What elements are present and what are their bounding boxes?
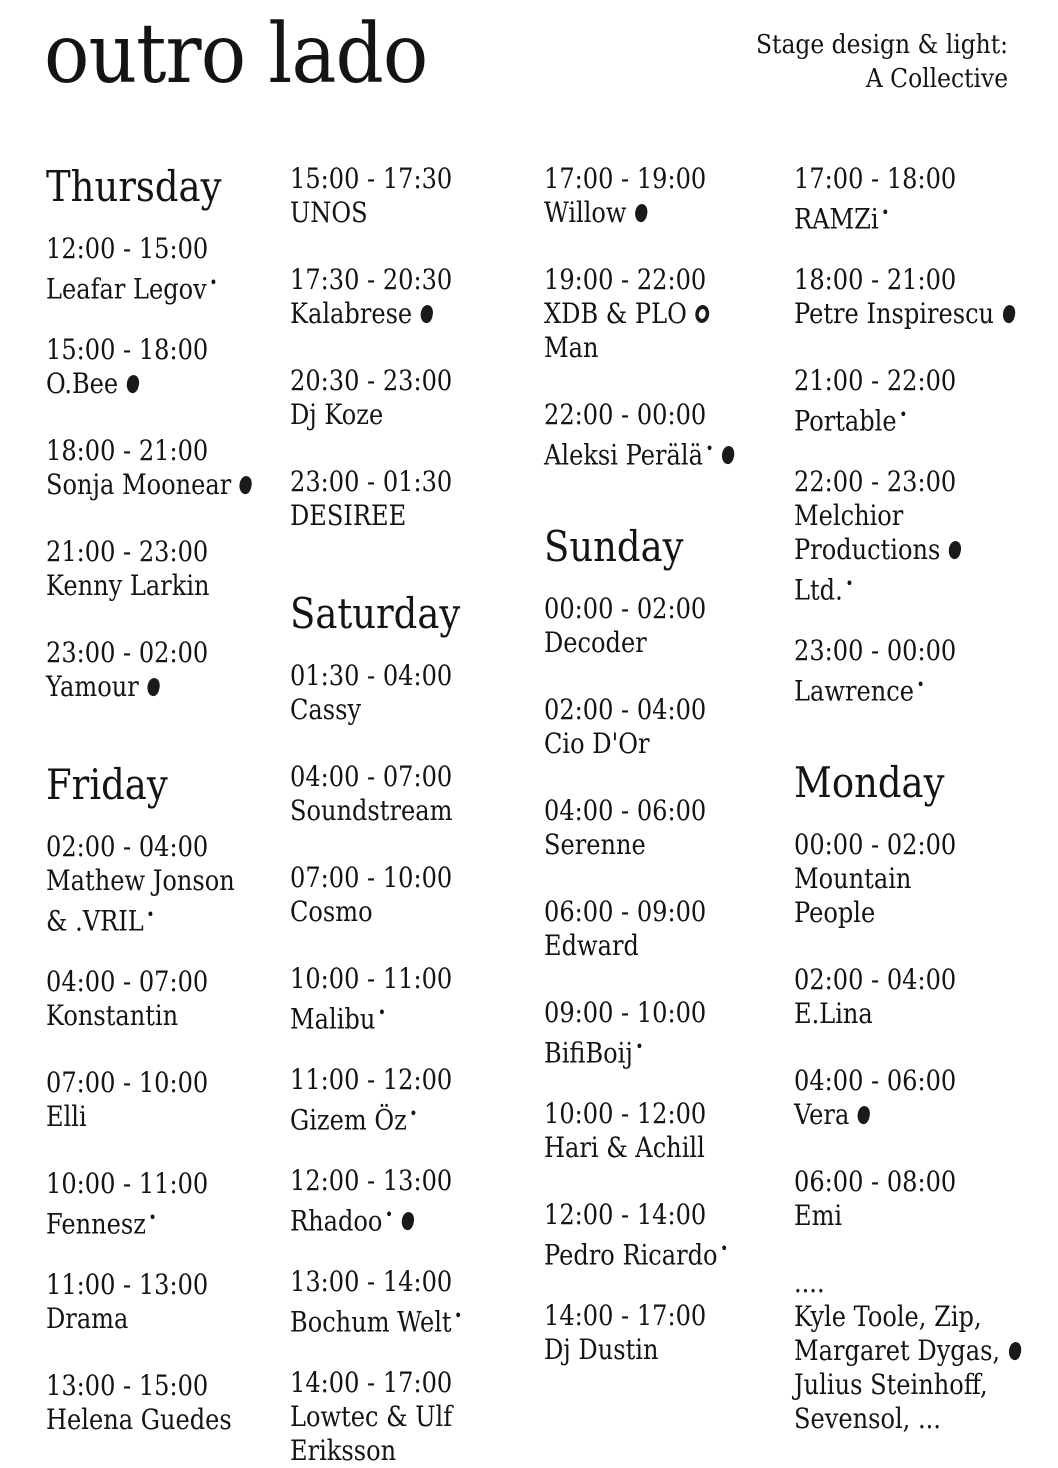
- schedule-entry: [46, 535, 210, 603]
- artist-name: [794, 862, 956, 896]
- ink-dot-icon: [1001, 303, 1017, 324]
- time-slot: 02:00 - 04:00: [46, 830, 209, 863]
- artist-name: [794, 1368, 1021, 1402]
- artist-name: [544, 196, 706, 230]
- artist-name-text: & .VRIL: [46, 904, 144, 938]
- ink-dot-icon: [947, 539, 963, 560]
- time-slot: 21:00 - 23:00: [46, 535, 209, 568]
- artist-name: [46, 1403, 232, 1437]
- artist-name: [290, 895, 452, 929]
- time-slot: 06:00 - 09:00: [544, 895, 707, 928]
- schedule-entry: [544, 592, 706, 660]
- artist-name: [290, 1299, 462, 1339]
- artist-name-text: Lawrence: [794, 674, 914, 708]
- artist-name: [544, 929, 706, 963]
- artist-name: [794, 1300, 1021, 1334]
- time-slot: 12:00 - 15:00: [46, 232, 209, 265]
- time-slot: 15:00 - 17:30: [290, 162, 453, 195]
- schedule-entry: [544, 1097, 706, 1165]
- time-slot: 01:30 - 04:00: [290, 659, 453, 692]
- time-slot: 10:00 - 11:00: [46, 1167, 209, 1200]
- artist-name-text: Sonja Moonear: [46, 468, 232, 501]
- ink-dot-icon: [419, 303, 435, 324]
- artist-name: [544, 626, 706, 660]
- time-slot: 04:00 - 06:00: [794, 1064, 957, 1097]
- schedule-entry: [290, 962, 452, 1036]
- day-heading-thursday: Thursday: [46, 162, 222, 211]
- artist-name: [46, 1201, 208, 1241]
- asterisk-icon: •: [916, 675, 925, 694]
- schedule-entry: [794, 634, 956, 708]
- artist-name: [290, 499, 452, 533]
- asterisk-icon: •: [384, 1205, 394, 1224]
- ink-dot-icon: [1007, 1340, 1023, 1361]
- artist-name: [544, 1333, 706, 1367]
- artist-name-text: Melchior: [794, 499, 904, 532]
- artist-name-text: E.Lina: [794, 997, 873, 1030]
- time-slot: 15:00 - 18:00: [46, 333, 209, 366]
- artist-name-text: Sevensol, ...: [794, 1402, 941, 1435]
- time-slot: 10:00 - 12:00: [544, 1097, 707, 1130]
- schedule-entry: [794, 1266, 1021, 1436]
- artist-name: [794, 1199, 956, 1233]
- artist-name-text: Bochum Welt: [290, 1305, 452, 1339]
- time-slot: 10:00 - 11:00: [290, 962, 453, 995]
- artist-name-text: O.Bee: [46, 367, 119, 400]
- artist-name-text: DESIREE: [290, 499, 407, 532]
- schedule-entry: [794, 828, 956, 930]
- schedule-entry: [290, 760, 452, 828]
- artist-name-text: Margaret Dygas,: [794, 1334, 1001, 1367]
- schedule-entry: [290, 263, 452, 331]
- artist-name-text: Serenne: [544, 828, 646, 861]
- time-slot: ....: [794, 1266, 825, 1299]
- artist-name-text: Soundstream: [290, 794, 453, 827]
- artist-name-text: Konstantin: [46, 999, 179, 1032]
- artist-name-text: Gizem Öz: [290, 1103, 407, 1137]
- artist-name: [544, 331, 709, 365]
- artist-name-text: XDB & PLO: [544, 297, 687, 330]
- time-slot: 14:00 - 17:00: [544, 1299, 707, 1332]
- time-slot: 04:00 - 06:00: [544, 794, 707, 827]
- artist-name: [290, 1434, 452, 1468]
- time-slot: 22:00 - 00:00: [544, 398, 707, 431]
- artist-name: [794, 1098, 956, 1132]
- time-slot: 09:00 - 10:00: [544, 996, 707, 1029]
- time-slot: 17:30 - 20:30: [290, 263, 453, 296]
- schedule-entry: [290, 861, 452, 929]
- artist-name-text: People: [794, 896, 876, 929]
- asterisk-icon: •: [209, 273, 218, 292]
- artist-name: [794, 297, 1015, 331]
- time-slot: 02:00 - 04:00: [544, 693, 707, 726]
- artist-name-text: Portable: [794, 404, 897, 438]
- artist-name: [794, 567, 961, 607]
- ink-dot-icon: [400, 1210, 416, 1231]
- ink-dot-icon: [720, 444, 736, 465]
- day-heading-monday: Monday: [794, 758, 945, 807]
- artist-name-text: Leafar Legov: [46, 272, 207, 306]
- credit-line-1: Stage design & light:: [755, 30, 1008, 60]
- artist-name: [544, 297, 709, 331]
- time-slot: 13:00 - 15:00: [46, 1369, 209, 1402]
- artist-name-text: Man: [544, 331, 599, 364]
- artist-name-text: Vera: [794, 1098, 850, 1131]
- schedule-entry: [794, 963, 956, 1031]
- time-slot: 18:00 - 21:00: [794, 263, 957, 296]
- artist-name: [46, 468, 252, 502]
- schedule-entry: [46, 1268, 208, 1336]
- artist-name: [290, 794, 452, 828]
- schedule-entry: [46, 232, 217, 306]
- asterisk-icon: •: [635, 1037, 644, 1056]
- schedule-entry: [544, 693, 706, 761]
- schedule-entry: [46, 830, 235, 938]
- artist-name: [46, 670, 208, 704]
- schedule-entry: [290, 364, 452, 432]
- schedule-entry: [46, 1167, 208, 1241]
- schedule-entry: [794, 162, 956, 236]
- artist-name: [46, 864, 235, 898]
- artist-name: [544, 1030, 706, 1070]
- time-slot: 23:00 - 00:00: [794, 634, 957, 667]
- artist-name-text: Fennesz: [46, 1207, 146, 1241]
- schedule-entry: [544, 1198, 728, 1272]
- ink-dot-icon: [238, 474, 254, 495]
- schedule-entry: [46, 965, 208, 1033]
- artist-name: [290, 693, 452, 727]
- hollow-dot-icon: [694, 303, 711, 325]
- ink-dot-icon: [856, 1104, 872, 1125]
- schedule-entry: [544, 398, 734, 472]
- time-slot: 23:00 - 01:30: [290, 465, 453, 498]
- time-slot: 21:00 - 22:00: [794, 364, 957, 397]
- artist-name-text: Elli: [46, 1100, 87, 1133]
- artist-name-text: Drama: [46, 1302, 129, 1335]
- artist-name-text: Helena Guedes: [46, 1403, 232, 1436]
- time-slot: 22:00 - 23:00: [794, 465, 957, 498]
- artist-name: [290, 1400, 452, 1434]
- asterisk-icon: •: [705, 439, 714, 458]
- artist-name: [794, 499, 961, 533]
- asterisk-icon: •: [148, 1208, 157, 1227]
- time-slot: 12:00 - 13:00: [290, 1164, 453, 1197]
- artist-name: [46, 1100, 208, 1134]
- asterisk-icon: •: [899, 405, 908, 424]
- schedule-entry: [290, 659, 452, 727]
- time-slot: 00:00 - 02:00: [544, 592, 707, 625]
- artist-name: [794, 398, 956, 438]
- schedule-entry: [794, 1064, 956, 1132]
- time-slot: 00:00 - 02:00: [794, 828, 957, 861]
- artist-name-text: Emi: [794, 1199, 843, 1232]
- ink-dot-icon: [146, 676, 162, 697]
- time-slot: 14:00 - 17:00: [290, 1366, 453, 1399]
- schedule-entry: [46, 636, 208, 704]
- time-slot: 11:00 - 13:00: [46, 1268, 209, 1301]
- artist-name-text: Cosmo: [290, 895, 373, 928]
- artist-name-text: Aleksi Perälä: [544, 438, 703, 472]
- ink-dot-icon: [633, 202, 649, 223]
- artist-name-text: Julius Steinhoff,: [794, 1368, 988, 1401]
- schedule-entry: [544, 263, 709, 365]
- schedule-entry: [290, 1265, 462, 1339]
- time-slot: 02:00 - 04:00: [794, 963, 957, 996]
- artist-name: [794, 1402, 1021, 1436]
- day-heading-saturday: Saturday: [290, 589, 461, 638]
- asterisk-icon: •: [146, 905, 155, 924]
- artist-name-text: Ltd.: [794, 573, 843, 607]
- artist-name-text: Productions: [794, 533, 941, 566]
- day-heading-friday: Friday: [46, 760, 168, 809]
- time-slot: 07:00 - 10:00: [46, 1066, 209, 1099]
- artist-name-text: Yamour: [46, 670, 139, 703]
- schedule-entry: [544, 794, 706, 862]
- artist-name: [290, 398, 452, 432]
- asterisk-icon: •: [881, 203, 890, 222]
- artist-name: [794, 896, 956, 930]
- schedule-entry: [544, 162, 706, 230]
- credit-line-2: A Collective: [865, 64, 1008, 94]
- asterisk-icon: •: [454, 1306, 463, 1325]
- artist-name-text: Dj Dustin: [544, 1333, 659, 1366]
- artist-name-text: UNOS: [290, 196, 368, 229]
- schedule-entry: [794, 1165, 956, 1233]
- schedule-entry: [290, 1366, 452, 1468]
- time-slot: 19:00 - 22:00: [544, 263, 707, 296]
- artist-name: [46, 1302, 208, 1336]
- schedule-entry: [290, 465, 452, 533]
- time-slot: 04:00 - 07:00: [290, 760, 453, 793]
- day-heading-sunday: Sunday: [544, 522, 684, 571]
- artist-name: [544, 727, 706, 761]
- artist-name-text: Cio D'Or: [544, 727, 650, 760]
- page-title: outro lado: [44, 7, 428, 102]
- schedule-entry: [544, 895, 706, 963]
- artist-name: [544, 828, 706, 862]
- artist-name-text: Dj Koze: [290, 398, 384, 431]
- artist-name-text: Mathew Jonson: [46, 864, 235, 897]
- artist-name-text: Edward: [544, 929, 639, 962]
- artist-name: [46, 266, 217, 306]
- time-slot: 17:00 - 18:00: [794, 162, 957, 195]
- artist-name: [46, 367, 208, 401]
- time-slot: 06:00 - 08:00: [794, 1165, 957, 1198]
- artist-name: [794, 997, 956, 1031]
- artist-name: [290, 996, 452, 1036]
- time-slot: 13:00 - 14:00: [290, 1265, 453, 1298]
- artist-name-text: Kyle Toole, Zip,: [794, 1300, 982, 1333]
- schedule-entry: [46, 1066, 208, 1134]
- time-slot: 18:00 - 21:00: [46, 434, 209, 467]
- asterisk-icon: •: [409, 1104, 418, 1123]
- schedule-entry: [46, 1369, 232, 1437]
- time-slot: 20:30 - 23:00: [290, 364, 453, 397]
- artist-name: [290, 297, 452, 331]
- artist-name-text: Decoder: [544, 626, 647, 659]
- schedule-entry: [794, 465, 961, 607]
- artist-name: [544, 1232, 728, 1272]
- artist-name: [544, 432, 734, 472]
- schedule-entry: [290, 162, 452, 230]
- schedule-entry: [46, 333, 208, 401]
- asterisk-icon: •: [845, 574, 854, 593]
- schedule-entry: [794, 364, 956, 438]
- asterisk-icon: •: [377, 1003, 387, 1022]
- time-slot: 23:00 - 02:00: [46, 636, 209, 669]
- artist-name: [46, 999, 208, 1033]
- ink-dot-icon: [125, 373, 141, 394]
- artist-name-text: Cassy: [290, 693, 362, 726]
- stage-credit: [756, 28, 1008, 96]
- artist-name-text: RAMZi: [794, 202, 879, 236]
- artist-name: [46, 898, 235, 938]
- artist-name: [794, 533, 961, 567]
- schedule-entry: [290, 1164, 452, 1238]
- time-slot: 07:00 - 10:00: [290, 861, 453, 894]
- schedule-entry: [544, 996, 706, 1070]
- artist-name-text: Kenny Larkin: [46, 569, 210, 602]
- artist-name: [794, 668, 956, 708]
- artist-name: [290, 196, 452, 230]
- artist-name-text: BifiBoij: [544, 1036, 633, 1070]
- asterisk-icon: •: [720, 1239, 729, 1258]
- artist-name-text: Petre Inspirescu: [794, 297, 995, 330]
- artist-name-text: Kalabrese: [290, 297, 413, 330]
- time-slot: 04:00 - 07:00: [46, 965, 209, 998]
- artist-name-text: Lowtec & Ulf: [290, 1400, 453, 1433]
- artist-name: [290, 1198, 452, 1238]
- artist-name: [794, 196, 956, 236]
- schedule-entry: [794, 263, 1015, 331]
- time-slot: 12:00 - 14:00: [544, 1198, 707, 1231]
- time-slot: 11:00 - 12:00: [290, 1063, 453, 1096]
- schedule-entry: [544, 1299, 706, 1367]
- time-slot: 17:00 - 19:00: [544, 162, 707, 195]
- artist-name-text: Rhadoo: [290, 1204, 383, 1238]
- artist-name-text: Hari & Achill: [544, 1131, 705, 1164]
- artist-name-text: Eriksson: [290, 1434, 397, 1467]
- artist-name-text: Mountain: [794, 862, 912, 895]
- artist-name: [46, 569, 210, 603]
- artist-name: [544, 1131, 706, 1165]
- artist-name: [794, 1334, 1021, 1368]
- artist-name-text: Pedro Ricardo: [544, 1238, 718, 1272]
- artist-name-text: Malibu: [290, 1002, 376, 1036]
- schedule-entry: [46, 434, 252, 502]
- artist-name-text: Willow: [544, 196, 627, 229]
- artist-name: [290, 1097, 452, 1137]
- schedule-entry: [290, 1063, 452, 1137]
